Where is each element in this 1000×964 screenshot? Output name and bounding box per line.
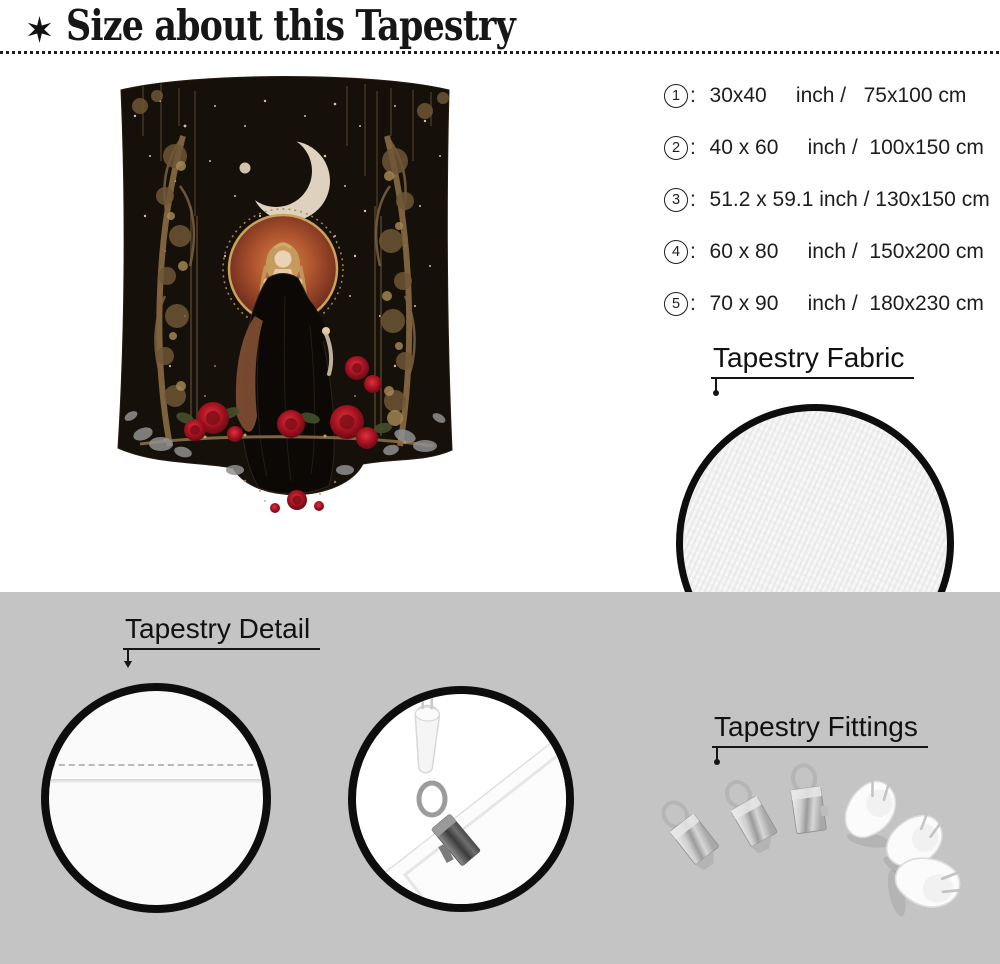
fittings-section-heading: Tapestry Fittings [712, 710, 928, 748]
title-divider [0, 51, 1000, 54]
detail-leader-line [127, 648, 129, 662]
metal-clip-1 [656, 795, 726, 873]
size-value: 60 x 80 inch / 150x200 cm [697, 240, 984, 263]
page-title: Size about this Tapestry [66, 1, 515, 50]
size-badge: 5 [664, 292, 688, 316]
metal-clip-2 [719, 776, 782, 856]
detail-circle-hanging [348, 686, 574, 912]
size-badge: 3 [664, 188, 688, 212]
size-badge: 2 [664, 136, 688, 160]
size-list [664, 70, 990, 330]
size-row-4: 4 : 60 x 80 inch / 150x200 cm [664, 226, 990, 278]
size-row-2: 2 : 40 x 60 inch / 100x150 cm [664, 122, 990, 174]
size-badge: 1 [664, 84, 688, 108]
stitch-line [49, 764, 263, 766]
fabric-leader-line [715, 377, 717, 391]
size-value: 40 x 60 inch / 100x150 cm [697, 136, 984, 159]
title-row [26, 3, 607, 49]
size-badge: 4 [664, 240, 688, 264]
moon-star [240, 163, 251, 174]
metal-clip-3 [787, 763, 830, 834]
size-value: 70 x 90 inch / 180x230 cm [697, 292, 984, 315]
hanging-detail-image [356, 694, 566, 904]
tapestry-corner [385, 731, 566, 904]
fold-line [49, 779, 263, 783]
size-value: 51.2 x 59.1 inch / 130x150 cm [697, 188, 990, 211]
size-row-5: 5 : 70 x 90 inch / 180x230 cm [664, 278, 990, 330]
fabric-section-heading: Tapestry Fabric [711, 341, 914, 379]
tapestry-product-image [92, 66, 478, 518]
star-icon [26, 16, 53, 43]
size-row-3: 3 : 51.2 x 59.1 inch / 130x150 cm [664, 174, 990, 226]
wall-hook [413, 697, 440, 774]
detail-circle-hem [41, 683, 271, 913]
detail-section-heading: Tapestry Detail [123, 612, 320, 650]
hanging-ring [419, 783, 445, 815]
fittings-image [640, 758, 980, 918]
size-value: 30x40 inch / 75x100 cm [697, 84, 967, 107]
size-row-1: 1 : 30x40 inch / 75x100 cm [664, 70, 990, 122]
